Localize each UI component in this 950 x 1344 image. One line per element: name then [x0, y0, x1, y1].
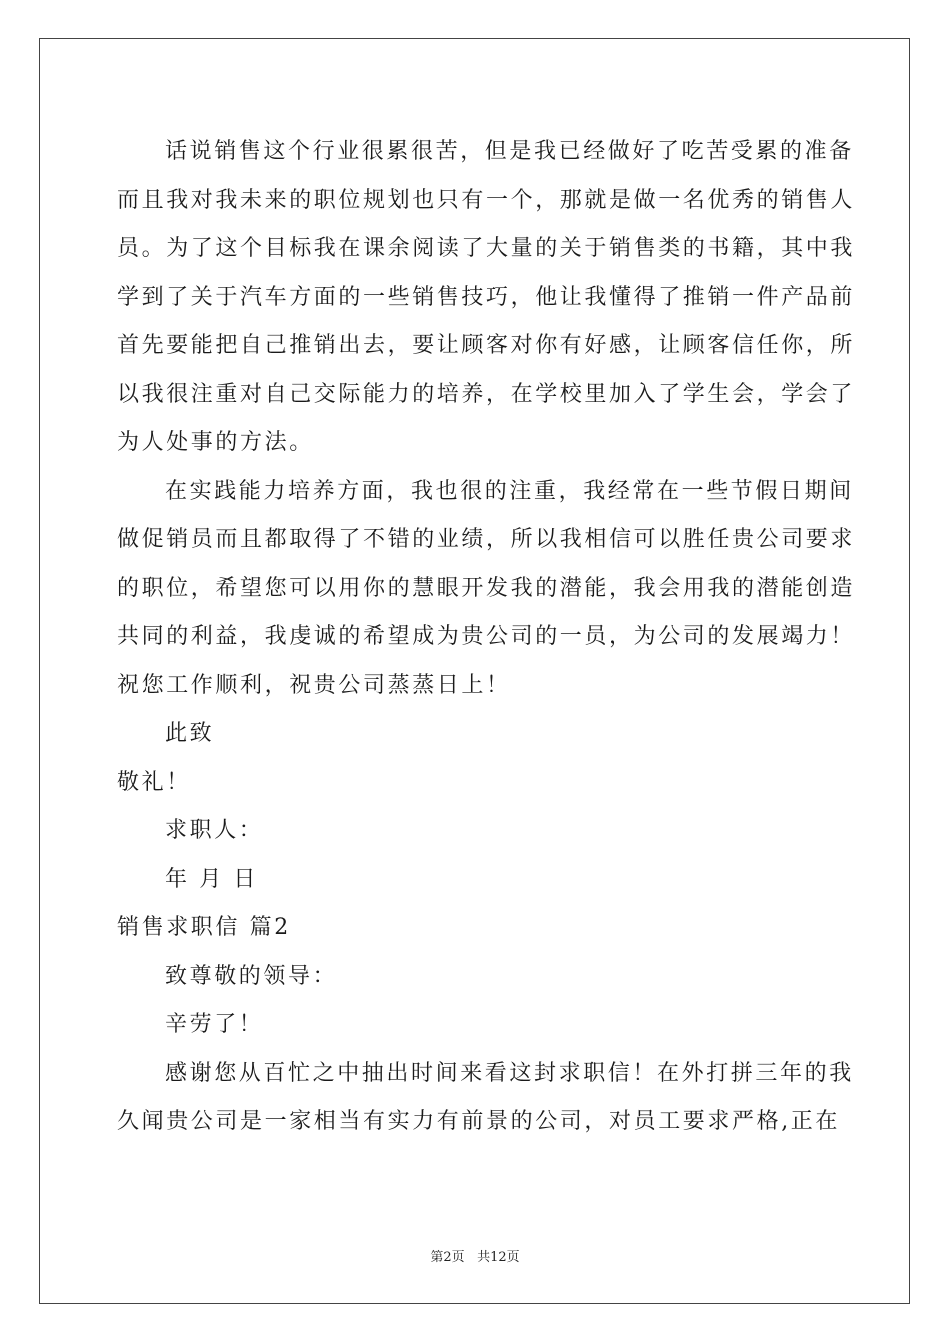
text-line: 学到了关于汽车方面的一些销售技巧，他让我懂得了推销一件产品前: [117, 284, 856, 310]
closing-salutation: 此致: [165, 721, 215, 746]
text-line: 的职位，希望您可以用你的慧眼开发我的潜能，我会用我的潜能创造: [117, 575, 856, 601]
text-line: 祝您工作顺利，祝贵公司蒸蒸日上！: [117, 672, 511, 698]
text-line: 在实践能力培养方面，我也很的注重，我经常在一些节假日期间: [165, 478, 854, 504]
section-heading: 销售求职信 篇2: [117, 915, 291, 940]
text-line: 首先要能把自己推销出去，要让顾客对你有好感，让顾客信任你，所: [117, 333, 856, 358]
text-line: 共同的利益，我虔诚的希望成为贵公司的一员，为公司的发展竭力！: [117, 624, 856, 649]
text-line: 为人处事的方法。: [117, 430, 314, 455]
text-line: 员。为了这个目标我在课余阅读了大量的关于销售类的书籍，其中我: [117, 236, 856, 261]
text-line: 做促销员而且都取得了不错的业绩，所以我相信可以胜任贵公司要求: [117, 527, 856, 552]
closing-regards: 敬礼！: [117, 769, 191, 795]
page-footer: [0, 1246, 950, 1265]
text-line: 话说销售这个行业很累很苦，但是我已经做好了吃苦受累的准备: [165, 139, 854, 164]
text-line: 而且我对我未来的职位规划也只有一个，那就是做一名优秀的销售人: [117, 187, 856, 213]
text-line: 以我很注重对自己交际能力的培养，在学校里加入了学生会，学会了: [117, 381, 856, 407]
date-line: 年 月 日: [165, 866, 258, 892]
document-body: [117, 128, 856, 1147]
applicant-label: 求职人：: [165, 818, 264, 843]
text-line: 感谢您从百忙之中抽出时间来看这封求职信！在外打拼三年的我: [165, 1060, 854, 1086]
greeting: 致尊敬的领导：: [165, 963, 338, 989]
text-line: 久闻贵公司是一家相当有实力有前景的公司，对员工要求严格,正在: [117, 1109, 840, 1134]
greeting-line: 辛劳了！: [165, 1012, 264, 1037]
total-pages: 共12页: [477, 1250, 520, 1265]
page-number: 第2页: [430, 1250, 465, 1265]
